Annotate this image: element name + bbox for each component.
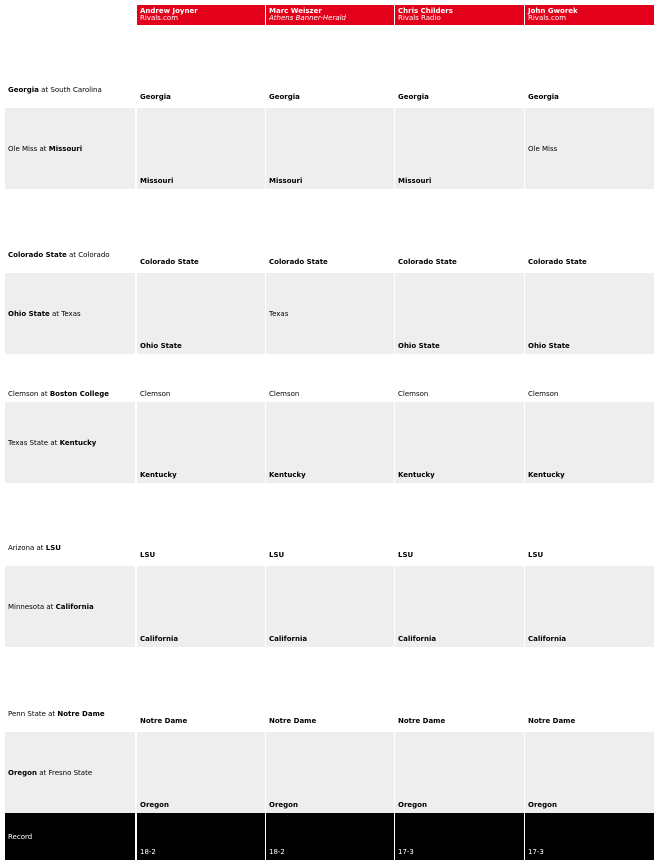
pick-value: Missouri xyxy=(140,177,174,185)
pick-cell xyxy=(395,387,524,400)
pick-value: California xyxy=(398,635,437,643)
record-value: 18-2 xyxy=(269,848,285,856)
game-cell xyxy=(5,75,135,105)
pick-cell xyxy=(137,75,265,105)
pick-value: LSU xyxy=(269,551,285,559)
record-row xyxy=(0,813,660,860)
pick-value: Oregon xyxy=(269,801,298,809)
pick-cell xyxy=(266,108,394,189)
pick-cell xyxy=(525,240,654,270)
pick-value: Notre Dame xyxy=(140,717,188,725)
expert-org: Rivals Radio xyxy=(398,14,441,22)
game-row xyxy=(0,273,660,354)
game-row xyxy=(0,387,660,400)
pick-cell xyxy=(266,273,394,354)
matchup xyxy=(8,603,94,611)
pick-cell xyxy=(525,566,654,647)
at-label: at xyxy=(37,144,49,153)
game-row xyxy=(0,402,660,483)
game-row xyxy=(0,533,660,563)
pick-cell xyxy=(525,273,654,354)
matchup xyxy=(8,769,92,777)
record-value-cell xyxy=(266,813,394,860)
record-value-cell xyxy=(395,813,524,860)
pick-value: Georgia xyxy=(528,93,559,101)
home-team: LSU xyxy=(45,544,61,552)
pick-value: Georgia xyxy=(140,93,171,101)
pick-value: Ole Miss xyxy=(528,144,558,153)
pick-cell xyxy=(137,402,265,483)
pick-cell xyxy=(525,699,654,729)
matchup xyxy=(8,86,102,94)
matchup xyxy=(8,145,82,153)
pick-value: California xyxy=(140,635,179,643)
record-value-cell xyxy=(525,813,654,860)
pick-value: Oregon xyxy=(528,801,557,809)
pick-value: LSU xyxy=(528,551,544,559)
pick-value: Ohio State xyxy=(528,342,570,350)
expert-name: John Gworek xyxy=(528,7,578,15)
record-label xyxy=(5,813,135,860)
expert-header-2 xyxy=(266,5,394,25)
away-team: Oregon xyxy=(8,768,37,777)
pick-value: Missouri xyxy=(269,177,303,185)
game-row xyxy=(0,699,660,729)
matchup xyxy=(8,710,105,718)
record-value: 18-2 xyxy=(140,848,156,856)
pick-value: Oregon xyxy=(140,801,169,809)
pick-cell xyxy=(137,699,265,729)
game-cell xyxy=(5,387,135,400)
pick-cell xyxy=(395,240,524,270)
pick-cell xyxy=(266,732,394,813)
away-team: Penn State xyxy=(8,710,46,718)
expert-name: Marc Weiszer xyxy=(269,7,322,15)
pick-value: Clemson xyxy=(528,389,559,398)
game-cell xyxy=(5,732,135,813)
pick-value: Georgia xyxy=(269,93,300,101)
home-team: Notre Dame xyxy=(57,710,105,718)
at-label: at xyxy=(44,602,56,611)
pick-cell xyxy=(137,108,265,189)
at-label: at xyxy=(38,86,51,94)
expert-org: Rivals.com xyxy=(528,14,567,22)
game-row xyxy=(0,75,660,105)
pick-value: Clemson xyxy=(140,389,171,398)
record-value-cell xyxy=(137,813,265,860)
game-row xyxy=(0,108,660,189)
game-cell xyxy=(5,699,135,729)
at-label: at xyxy=(48,438,60,447)
matchup xyxy=(8,251,110,259)
pick-cell xyxy=(525,75,654,105)
pick-cell xyxy=(137,732,265,813)
pick-value: Georgia xyxy=(398,93,429,101)
record-label-text: Record xyxy=(8,832,33,841)
pick-cell xyxy=(395,273,524,354)
pick-cell xyxy=(395,75,524,105)
pick-cell xyxy=(266,533,394,563)
pick-value: LSU xyxy=(140,551,156,559)
pick-cell xyxy=(266,402,394,483)
pick-value: Kentucky xyxy=(528,471,565,479)
matchup xyxy=(8,544,61,552)
pick-cell xyxy=(525,533,654,563)
pick-value: Missouri xyxy=(398,177,432,185)
pick-cell xyxy=(137,273,265,354)
pick-value: Colorado State xyxy=(269,258,328,266)
expert-name: Andrew Joyner xyxy=(140,7,198,15)
home-team: Missouri xyxy=(48,144,83,153)
pick-cell xyxy=(137,387,265,400)
away-team: Ole Miss xyxy=(8,144,38,153)
at-label: at xyxy=(66,251,79,259)
pick-value: Ohio State xyxy=(140,342,182,350)
at-label: at xyxy=(49,309,62,318)
pick-value: Notre Dame xyxy=(398,717,446,725)
pick-cell xyxy=(395,402,524,483)
pick-value: Notre Dame xyxy=(269,717,317,725)
pick-value: Colorado State xyxy=(140,258,199,266)
at-label: at xyxy=(45,710,58,718)
game-row xyxy=(0,240,660,270)
pick-cell xyxy=(395,699,524,729)
at-label: at xyxy=(34,544,46,552)
pick-value: Kentucky xyxy=(269,471,306,479)
pick-value: Kentucky xyxy=(398,471,435,479)
expert-org: Athens Banner-Herald xyxy=(269,14,347,22)
away-team: Georgia xyxy=(8,86,39,94)
pick-cell xyxy=(137,240,265,270)
pick-cell xyxy=(266,699,394,729)
pick-cell xyxy=(395,533,524,563)
pick-cell xyxy=(137,533,265,563)
away-team: Colorado State xyxy=(8,251,67,259)
pick-cell xyxy=(395,566,524,647)
home-team: Colorado xyxy=(78,251,110,259)
expert-header-4 xyxy=(525,5,654,25)
expert-org: Rivals.com xyxy=(140,14,179,22)
pick-cell xyxy=(266,75,394,105)
pick-cell xyxy=(266,566,394,647)
pick-value: LSU xyxy=(398,551,414,559)
home-team: California xyxy=(55,602,94,611)
experts-header xyxy=(0,5,660,25)
pick-cell xyxy=(525,387,654,400)
pick-value: Clemson xyxy=(398,389,429,398)
expert-name: Chris Childers xyxy=(398,7,453,15)
pick-cell xyxy=(395,108,524,189)
pick-value: Clemson xyxy=(269,389,300,398)
pick-value: California xyxy=(269,635,308,643)
at-label: at xyxy=(36,768,49,777)
expert-header-3 xyxy=(395,5,524,25)
game-cell xyxy=(5,566,135,647)
away-team: Minnesota xyxy=(8,602,45,611)
game-row xyxy=(0,566,660,647)
game-cell xyxy=(5,402,135,483)
pick-cell xyxy=(525,732,654,813)
pick-value: Texas xyxy=(269,309,289,318)
expert-header-1 xyxy=(137,5,265,25)
pick-value: Colorado State xyxy=(398,258,457,266)
pick-value: Ohio State xyxy=(398,342,440,350)
matchup xyxy=(8,439,96,447)
home-team: South Carolina xyxy=(50,86,102,94)
pick-value: Oregon xyxy=(398,801,427,809)
pick-cell xyxy=(525,402,654,483)
away-team: Texas State xyxy=(8,438,49,447)
matchup xyxy=(8,310,81,318)
away-team: Ohio State xyxy=(8,309,50,318)
pick-value: Colorado State xyxy=(528,258,587,266)
game-row xyxy=(0,732,660,813)
matchup xyxy=(8,390,109,398)
game-cell xyxy=(5,108,135,189)
away-team: Arizona xyxy=(8,544,35,552)
pick-cell xyxy=(137,566,265,647)
pick-cell xyxy=(266,387,394,400)
home-team: Boston College xyxy=(49,389,109,398)
pick-value: Notre Dame xyxy=(528,717,576,725)
pick-value: California xyxy=(528,635,567,643)
game-cell xyxy=(5,273,135,354)
home-team: Texas xyxy=(61,309,81,318)
pick-value: Kentucky xyxy=(140,471,177,479)
away-team: Clemson xyxy=(8,389,39,398)
at-label: at xyxy=(38,389,50,398)
home-team: Fresno State xyxy=(48,768,93,777)
game-cell xyxy=(5,533,135,563)
record-value: 17-3 xyxy=(528,848,544,856)
pick-cell xyxy=(266,240,394,270)
record-value: 17-3 xyxy=(398,848,414,856)
pick-cell xyxy=(395,732,524,813)
pick-cell xyxy=(525,108,654,189)
game-cell xyxy=(5,240,135,270)
home-team: Kentucky xyxy=(59,438,97,447)
